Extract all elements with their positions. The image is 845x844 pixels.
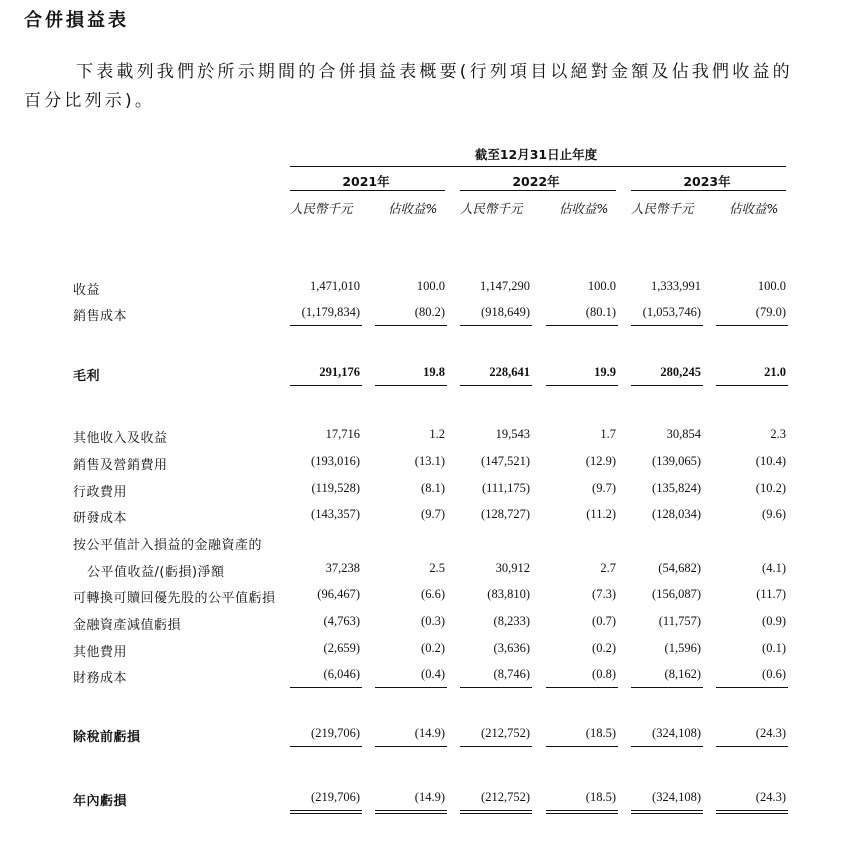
subtotal-rule <box>375 385 447 386</box>
cell: (0.7) <box>592 614 616 628</box>
col-amount-2021: 人民幣千元 <box>290 201 353 216</box>
cell: 1,333,991 <box>651 279 701 293</box>
cell: (0.8) <box>592 667 616 681</box>
cell: 100.0 <box>757 279 786 293</box>
cell: (12.9) <box>585 454 616 468</box>
year-rule-2021 <box>290 190 445 191</box>
cell: (0.1) <box>762 641 786 655</box>
cell: (79.0) <box>755 305 786 319</box>
cell: 30,912 <box>495 561 530 575</box>
cell: (119,528) <box>311 481 360 495</box>
table-row-loss-for-year <box>0 790 845 808</box>
cell: (9.7) <box>421 507 445 521</box>
cell: 100.0 <box>587 279 616 293</box>
cell: (4.1) <box>762 561 786 575</box>
cell: (111,175) <box>481 481 530 495</box>
subtotal-rule <box>460 385 532 386</box>
table-row-loss-before-tax <box>0 726 845 744</box>
table-row-other-income <box>0 427 845 445</box>
cell: (139,065) <box>652 454 701 468</box>
table-row-preferred-shares-loss <box>0 587 845 605</box>
cell: 17,716 <box>325 427 360 441</box>
total-double-rule <box>631 810 703 814</box>
cell: (9.6) <box>762 507 786 521</box>
table-row-gross-profit <box>0 365 845 383</box>
row-label: 金融資產減值虧損 <box>73 618 182 633</box>
col-pct-2022: 佔收益% <box>559 201 609 216</box>
cell: 30,854 <box>666 427 701 441</box>
cell: (6,046) <box>323 667 360 681</box>
cell: (324,108) <box>652 726 701 740</box>
table-row-fvtpl-heading <box>0 534 845 552</box>
subtotal-rule <box>716 325 788 326</box>
cell: (24.3) <box>755 790 786 804</box>
table-row-cost-of-sales <box>0 305 845 323</box>
total-double-rule <box>290 810 362 814</box>
row-label: 年內虧損 <box>73 794 128 809</box>
subtotal-rule <box>631 687 703 688</box>
subtotal-rule <box>290 746 362 747</box>
cell: (0.2) <box>421 641 445 655</box>
cell: 37,238 <box>325 561 360 575</box>
cell: 1.7 <box>600 427 616 441</box>
cell: (3,636) <box>493 641 530 655</box>
year-header-2022: 2022年 <box>512 174 560 189</box>
table-row-impairment <box>0 614 845 632</box>
row-label: 銷售成本 <box>73 309 128 324</box>
cell: (8.1) <box>421 481 445 495</box>
cell: (11.2) <box>586 507 616 521</box>
cell: 228,641 <box>489 365 530 379</box>
cell: (4,763) <box>323 614 360 628</box>
col-amount-2023: 人民幣千元 <box>631 201 694 216</box>
cell: 291,176 <box>319 365 360 379</box>
subtotal-rule <box>375 687 447 688</box>
year-header-2023: 2023年 <box>683 174 731 189</box>
cell: (0.3) <box>421 614 445 628</box>
row-label: 可轉換可贖回優先股的公平值虧損 <box>73 591 276 606</box>
cell: (147,521) <box>481 454 530 468</box>
intro-paragraph: 下表載列我們於所示期間的合併損益表概要(行列項目以絕對金額及佔我們收益的百分比列示)。 <box>24 62 793 111</box>
table-row-other-expenses <box>0 641 845 659</box>
subtotal-rule <box>546 385 618 386</box>
subtotal-rule <box>716 687 788 688</box>
cell: (212,752) <box>481 790 530 804</box>
subtotal-rule <box>375 746 447 747</box>
cell: (14.9) <box>414 726 445 740</box>
cell: (128,727) <box>481 507 530 521</box>
cell: (11,757) <box>658 614 701 628</box>
year-header-2021: 2021年 <box>342 174 390 189</box>
cell: (80.1) <box>585 305 616 319</box>
subtotal-rule <box>460 746 532 747</box>
row-label: 按公平值計入損益的金融資產的 <box>73 538 263 553</box>
cell: (96,467) <box>317 587 360 601</box>
col-pct-2023: 佔收益% <box>729 201 779 216</box>
subtotal-rule <box>290 325 362 326</box>
subtotal-rule <box>375 325 447 326</box>
cell: (219,706) <box>311 726 360 740</box>
cell: (219,706) <box>311 790 360 804</box>
period-header-rule <box>290 166 786 167</box>
page-title: 合併損益表 <box>24 10 129 31</box>
col-pct-2021: 佔收益% <box>388 201 438 216</box>
cell: (6.6) <box>421 587 445 601</box>
row-label: 除稅前虧損 <box>73 730 141 745</box>
cell: 280,245 <box>660 365 701 379</box>
cell: (0.9) <box>762 614 786 628</box>
cell: 100.0 <box>416 279 445 293</box>
subtotal-rule <box>716 746 788 747</box>
cell: (0.6) <box>762 667 786 681</box>
cell: (143,357) <box>311 507 360 521</box>
subtotal-rule <box>460 687 532 688</box>
subtotal-rule <box>631 385 703 386</box>
cell: (8,162) <box>664 667 701 681</box>
table-row-rd-costs <box>0 507 845 525</box>
cell: (1,053,746) <box>642 305 701 319</box>
row-label: 毛利 <box>73 369 101 384</box>
cell: (24.3) <box>755 726 786 740</box>
cell: (18.5) <box>585 790 616 804</box>
cell: (193,016) <box>311 454 360 468</box>
cell: (156,087) <box>652 587 701 601</box>
cell: (11.7) <box>756 587 786 601</box>
cell: (54,682) <box>658 561 701 575</box>
cell: 2.7 <box>600 561 616 575</box>
cell: 2.3 <box>770 427 786 441</box>
cell: (10.4) <box>755 454 786 468</box>
cell: (13.1) <box>414 454 445 468</box>
cell: 19.8 <box>423 365 445 379</box>
cell: (8,233) <box>493 614 530 628</box>
cell: (83,810) <box>487 587 530 601</box>
table-row-finance-costs <box>0 667 845 685</box>
subtotal-rule <box>631 746 703 747</box>
cell: (918,649) <box>481 305 530 319</box>
cell: (7.3) <box>592 587 616 601</box>
cell: (0.4) <box>421 667 445 681</box>
cell: 1,147,290 <box>480 279 530 293</box>
cell: 19.9 <box>594 365 616 379</box>
row-label: 收益 <box>73 283 101 298</box>
year-rule-2022 <box>460 190 616 191</box>
cell: (2,659) <box>323 641 360 655</box>
cell: (10.2) <box>755 481 786 495</box>
cell: (135,824) <box>652 481 701 495</box>
cell: 2.5 <box>429 561 445 575</box>
total-double-rule <box>716 810 788 814</box>
row-label: 行政費用 <box>73 485 128 500</box>
year-rule-2023 <box>631 190 786 191</box>
row-label: 研發成本 <box>73 511 128 526</box>
subtotal-rule <box>546 746 618 747</box>
cell: (9.7) <box>592 481 616 495</box>
cell: 1.2 <box>429 427 445 441</box>
total-double-rule <box>546 810 618 814</box>
cell: 19,543 <box>495 427 530 441</box>
table-row-fvtpl-net <box>0 561 845 579</box>
cell: (0.2) <box>592 641 616 655</box>
cell: (324,108) <box>652 790 701 804</box>
row-label: 公平值收益/(虧損)淨額 <box>87 565 225 580</box>
subtotal-rule <box>460 325 532 326</box>
subtotal-rule <box>546 325 618 326</box>
subtotal-rule <box>546 687 618 688</box>
cell: (14.9) <box>414 790 445 804</box>
subtotal-rule <box>716 385 788 386</box>
row-label: 財務成本 <box>73 671 128 686</box>
period-header: 截至12月31日止年度 <box>474 147 598 162</box>
col-amount-2022: 人民幣千元 <box>460 201 523 216</box>
table-row-selling-expenses <box>0 454 845 472</box>
cell: (80.2) <box>414 305 445 319</box>
cell: 21.0 <box>764 365 786 379</box>
cell: (1,179,834) <box>301 305 360 319</box>
subtotal-rule <box>290 385 362 386</box>
cell: 1,471,010 <box>310 279 360 293</box>
total-double-rule <box>375 810 447 814</box>
cell: (8,746) <box>493 667 530 681</box>
subtotal-rule <box>631 325 703 326</box>
cell: (1,596) <box>664 641 701 655</box>
row-label: 其他收入及收益 <box>73 431 168 446</box>
table-row-revenue <box>0 279 845 297</box>
subtotal-rule <box>290 687 362 688</box>
row-label: 其他費用 <box>73 645 128 660</box>
cell: (212,752) <box>481 726 530 740</box>
row-label: 銷售及營銷費用 <box>73 458 168 473</box>
table-row-admin-expenses <box>0 481 845 499</box>
total-double-rule <box>460 810 532 814</box>
cell: (18.5) <box>585 726 616 740</box>
cell: (128,034) <box>652 507 701 521</box>
